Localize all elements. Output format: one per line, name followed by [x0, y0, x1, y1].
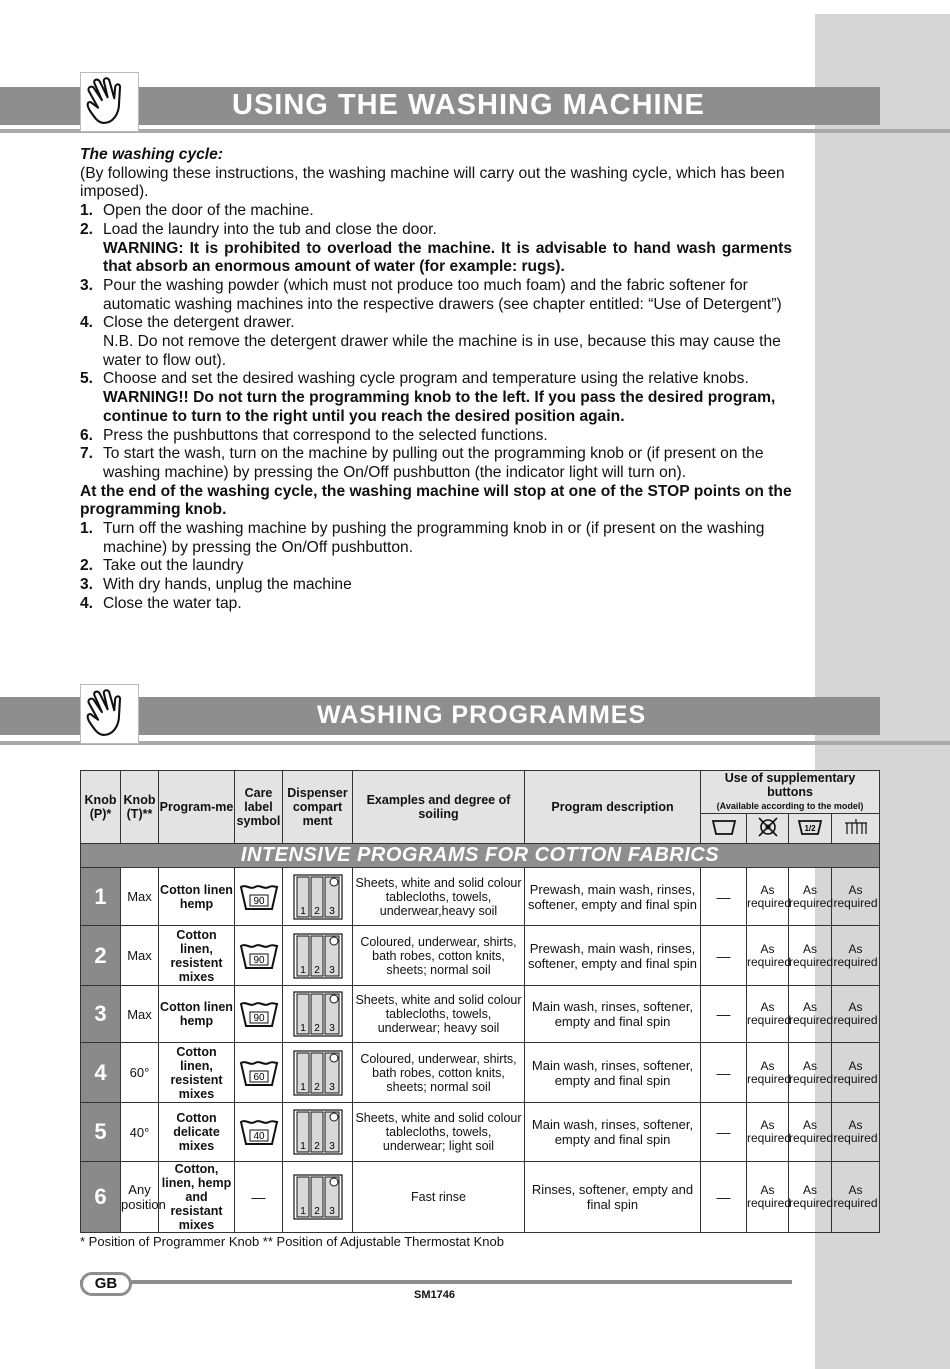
care-temp: 90	[252, 954, 265, 966]
dispenser-cell	[283, 868, 353, 926]
step-number: 2.	[80, 220, 94, 238]
dispenser-cell	[283, 1103, 353, 1162]
prewash-option: —	[701, 1103, 747, 1162]
care-label-cell	[235, 868, 283, 926]
dispenser-label: 3	[328, 1206, 335, 1217]
table-footnote: * Position of Programmer Knob ** Position of Adjustable Thermostat Knob	[80, 1234, 504, 1249]
thermostat-setting: Any position	[121, 1162, 159, 1233]
half-load-option: As required	[789, 868, 832, 926]
prewash-option: —	[701, 986, 747, 1043]
dispenser-cell	[283, 986, 353, 1043]
programme-examples: Sheets, white and solid colour tablecloths, towels, underwear; light soil	[353, 1103, 525, 1162]
extra-rinse-icon	[832, 814, 880, 844]
programme-examples: Sheets, white and solid colour tablecloths, towels, underwear,heavy soil	[353, 868, 525, 926]
extra-rinse-option: As required	[832, 986, 880, 1043]
wash-tub-icon	[238, 882, 280, 912]
step-number: 6.	[80, 426, 94, 444]
dispenser-cell	[283, 926, 353, 986]
dispenser-label: 3	[328, 964, 335, 976]
step-number: 1.	[80, 520, 94, 538]
step-number: 4.	[80, 594, 94, 612]
programme-examples: Sheets, white and solid colour tablecloths, towels, underwear; heavy soil	[353, 986, 525, 1043]
language-badge: GB	[80, 1272, 132, 1296]
programme-name: Cotton linen, resistent mixes	[159, 926, 235, 986]
step-item	[80, 314, 792, 370]
programmes-table	[80, 770, 880, 1233]
dispenser-label: 1	[299, 905, 306, 917]
step-warning: WARNING!! Do not turn the programming knob to the left. If you pass the desired program, continue to turn to the right until you reach the desired position again.	[103, 389, 776, 425]
section-title-programmes: WASHING PROGRAMMES	[317, 701, 647, 729]
care-label-cell	[235, 926, 283, 986]
step-text: Close the water tap.	[103, 594, 242, 612]
step-number: 1.	[80, 202, 94, 220]
programme-examples: Coloured, underwear, shirts, bath robes, cotton knits, sheets; normal soil	[353, 1043, 525, 1103]
step-number: 3.	[80, 576, 94, 594]
no-spin-option: As required	[747, 1103, 789, 1162]
prewash-icon	[701, 814, 747, 844]
half-load-option: As required	[789, 1162, 832, 1233]
dispenser-cell	[283, 1043, 353, 1103]
step-text: Close the detergent drawer.	[103, 314, 295, 332]
extra-rinse-option: As required	[832, 926, 880, 986]
dispenser-label: 3	[328, 905, 335, 917]
programme-number: 6	[81, 1162, 121, 1233]
extra-rinse-option: As required	[832, 1103, 880, 1162]
dispenser-label: 3	[328, 1081, 335, 1093]
prewash-option: —	[701, 1043, 747, 1103]
group-title: INTENSIVE PROGRAMS FOR COTTON FABRICS	[81, 844, 880, 868]
header-knob-t: Knob (T)**	[121, 771, 159, 844]
half-load-option: As required	[789, 986, 832, 1043]
wash-tub-icon	[238, 999, 280, 1029]
header-supplementary	[701, 771, 880, 814]
care-temp: 90	[252, 1013, 265, 1024]
end-step-item	[80, 520, 792, 557]
care-label-cell	[235, 1043, 283, 1103]
programme-row	[81, 986, 880, 1043]
half-load-icon	[789, 814, 832, 844]
step-text: Pour the washing powder (which must not produce too much foam) and the fabric softener for automatic washing machines into the respective drawers (see chapter entitled: “Use of Detergent”)	[103, 276, 782, 313]
dispenser-label: 3	[328, 1023, 335, 1034]
dispenser-icon	[292, 1108, 344, 1156]
supplementary-title: Use of supplementary buttons	[724, 771, 856, 799]
programme-number: 3	[81, 986, 121, 1043]
supplementary-subtitle: (Available according to the model)	[716, 801, 864, 811]
programme-description: Prewash, main wash, rinses, softener, empty and final spin	[525, 868, 701, 926]
prewash-option: —	[701, 926, 747, 986]
dispenser-label: 2	[313, 1023, 320, 1034]
care-temp: 90	[252, 895, 265, 907]
dispenser-label: 2	[313, 1141, 320, 1152]
end-step-item	[80, 576, 792, 595]
programme-description: Prewash, main wash, rinses, softener, empty and final spin	[525, 926, 701, 986]
dispenser-icon	[292, 1049, 344, 1097]
header-description: Program description	[525, 771, 701, 844]
dispenser-label: 2	[313, 964, 320, 976]
step-text: Take out the laundry	[103, 557, 244, 575]
programme-row	[81, 1043, 880, 1103]
dispenser-label: 1	[299, 1206, 306, 1217]
step-number: 2.	[80, 557, 94, 575]
programme-number: 2	[81, 926, 121, 986]
end-of-cycle-note: At the end of the washing cycle, the washing machine will stop at one of the STOP points on the programming knob.	[80, 482, 792, 519]
programme-name: Cotton, linen, hemp and resistant mixes	[159, 1162, 235, 1233]
care-temp: 40	[252, 1131, 265, 1142]
step-item	[80, 427, 792, 446]
end-step-item	[80, 557, 792, 576]
dispenser-cell	[283, 1162, 353, 1233]
extra-rinse-option: As required	[832, 868, 880, 926]
dispenser-label: 2	[313, 905, 320, 917]
wash-tub-icon	[238, 1117, 280, 1147]
step-warning: WARNING: It is prohibited to overload the machine. It is advisable to hand wash garments that absorb an enormous amount of water (for example: rugs).	[103, 239, 792, 276]
banner-underline	[0, 741, 950, 745]
programme-name: Cotton linen hemp	[159, 868, 235, 926]
dispenser-label: 1	[299, 1023, 306, 1034]
extra-rinse-option: As required	[832, 1043, 880, 1103]
programme-row	[81, 926, 880, 986]
step-number: 3.	[80, 276, 94, 294]
wash-tub-icon	[238, 1058, 280, 1088]
header-knob-p: Knob (P)*	[81, 771, 121, 844]
step-item	[80, 221, 792, 277]
thermostat-setting: Max	[121, 986, 159, 1043]
programme-description: Rinses, softener, empty and final spin	[525, 1162, 701, 1233]
programme-name: Cotton delicate mixes	[159, 1103, 235, 1162]
footer-line	[80, 1280, 792, 1284]
page-title: USING THE WASHING MACHINE	[232, 89, 705, 121]
header-programme: Program-me	[159, 771, 235, 844]
no-spin-option: As required	[747, 1162, 789, 1233]
care-temp: 60	[252, 1071, 265, 1083]
dispenser-label: 1	[299, 964, 306, 976]
thermostat-setting: 60°	[121, 1043, 159, 1103]
dispenser-label: 1	[299, 1141, 306, 1152]
half-load-option: As required	[789, 1103, 832, 1162]
programme-examples: Coloured, underwear, shirts, bath robes, cotton knits, sheets; normal soil	[353, 926, 525, 986]
step-item	[80, 277, 792, 314]
programme-number: 5	[81, 1103, 121, 1162]
washing-cycle-text	[80, 146, 792, 614]
step-number: 5.	[80, 370, 94, 388]
programme-examples: Fast rinse	[353, 1162, 525, 1233]
no-spin-option: As required	[747, 868, 789, 926]
banner-underline	[0, 129, 950, 133]
programme-number: 4	[81, 1043, 121, 1103]
programme-row	[81, 1162, 880, 1233]
step-number: 7.	[80, 445, 94, 463]
dispenser-icon	[292, 932, 344, 980]
prewash-option: —	[701, 1162, 747, 1233]
care-dash: —	[251, 1189, 266, 1205]
document-code: SM1746	[414, 1289, 455, 1301]
prewash-option: —	[701, 868, 747, 926]
dispenser-icon	[292, 990, 344, 1038]
step-text: Choose and set the desired washing cycle program and temperature using the relative knobs.	[103, 370, 749, 388]
step-text: To start the wash, turn on the machine by pulling out the programming knob or (if present on the washing machine) by pressing the On/Off pushbutton (the indicator light will turn on).	[103, 445, 764, 481]
dispenser-label: 3	[328, 1141, 335, 1152]
no-spin-option: As required	[747, 986, 789, 1043]
no-spin-option: As required	[747, 1043, 789, 1103]
step-text: Load the laundry into the tub and close the door.	[103, 220, 437, 238]
hand-icon	[80, 72, 139, 132]
programme-description: Main wash, rinses, softener, empty and final spin	[525, 1043, 701, 1103]
header-dispenser: Dispenser compart ment	[283, 771, 353, 844]
care-label-cell	[235, 1162, 283, 1233]
programme-name: Cotton linen, resistent mixes	[159, 1043, 235, 1103]
dispenser-label: 2	[313, 1081, 320, 1093]
programme-row	[81, 868, 880, 926]
dispenser-icon	[292, 1173, 344, 1221]
programme-name: Cotton linen hemp	[159, 986, 235, 1043]
care-label-cell	[235, 1103, 283, 1162]
step-note: N.B. Do not remove the detergent drawer while the machine is in use, because this may cause the water to flow out).	[103, 333, 781, 369]
programme-number: 1	[81, 868, 121, 926]
step-number: 4.	[80, 314, 94, 332]
extra-rinse-option: As required	[832, 1162, 880, 1233]
programme-row	[81, 1103, 880, 1162]
thermostat-setting: Max	[121, 868, 159, 926]
header-examples: Examples and degree of soiling	[353, 771, 525, 844]
thermostat-setting: 40°	[121, 1103, 159, 1162]
step-item	[80, 370, 792, 426]
step-item	[80, 202, 792, 221]
half-label: 1/2	[804, 824, 816, 833]
no-spin-icon	[747, 814, 789, 844]
programme-description: Main wash, rinses, softener, empty and final spin	[525, 1103, 701, 1162]
step-text: Press the pushbuttons that correspond to the selected functions.	[103, 426, 548, 444]
washing-cycle-heading: The washing cycle:	[80, 146, 223, 163]
no-spin-option: As required	[747, 926, 789, 986]
hand-icon	[80, 684, 139, 744]
half-load-option: As required	[789, 926, 832, 986]
dispenser-icon	[292, 873, 344, 921]
step-text: Turn off the washing machine by pushing the programming knob in or (if present on the washing machine) by pressing the On/Off pushbutton.	[103, 520, 765, 556]
thermostat-setting: Max	[121, 926, 159, 986]
half-load-option: As required	[789, 1043, 832, 1103]
header-care-label: Care label symbol	[235, 771, 283, 844]
wash-tub-icon	[238, 941, 280, 971]
dispenser-label: 2	[313, 1206, 320, 1217]
step-text: With dry hands, unplug the machine	[103, 576, 352, 594]
end-step-item	[80, 595, 792, 614]
dispenser-label: 1	[299, 1081, 306, 1093]
step-item	[80, 445, 792, 482]
step-text: Open the door of the machine.	[103, 202, 314, 220]
washing-cycle-intro: (By following these instructions, the washing machine will carry out the washing cycle, which has been imposed).	[80, 164, 785, 201]
care-label-cell	[235, 986, 283, 1043]
programme-description: Main wash, rinses, softener, empty and final spin	[525, 986, 701, 1043]
